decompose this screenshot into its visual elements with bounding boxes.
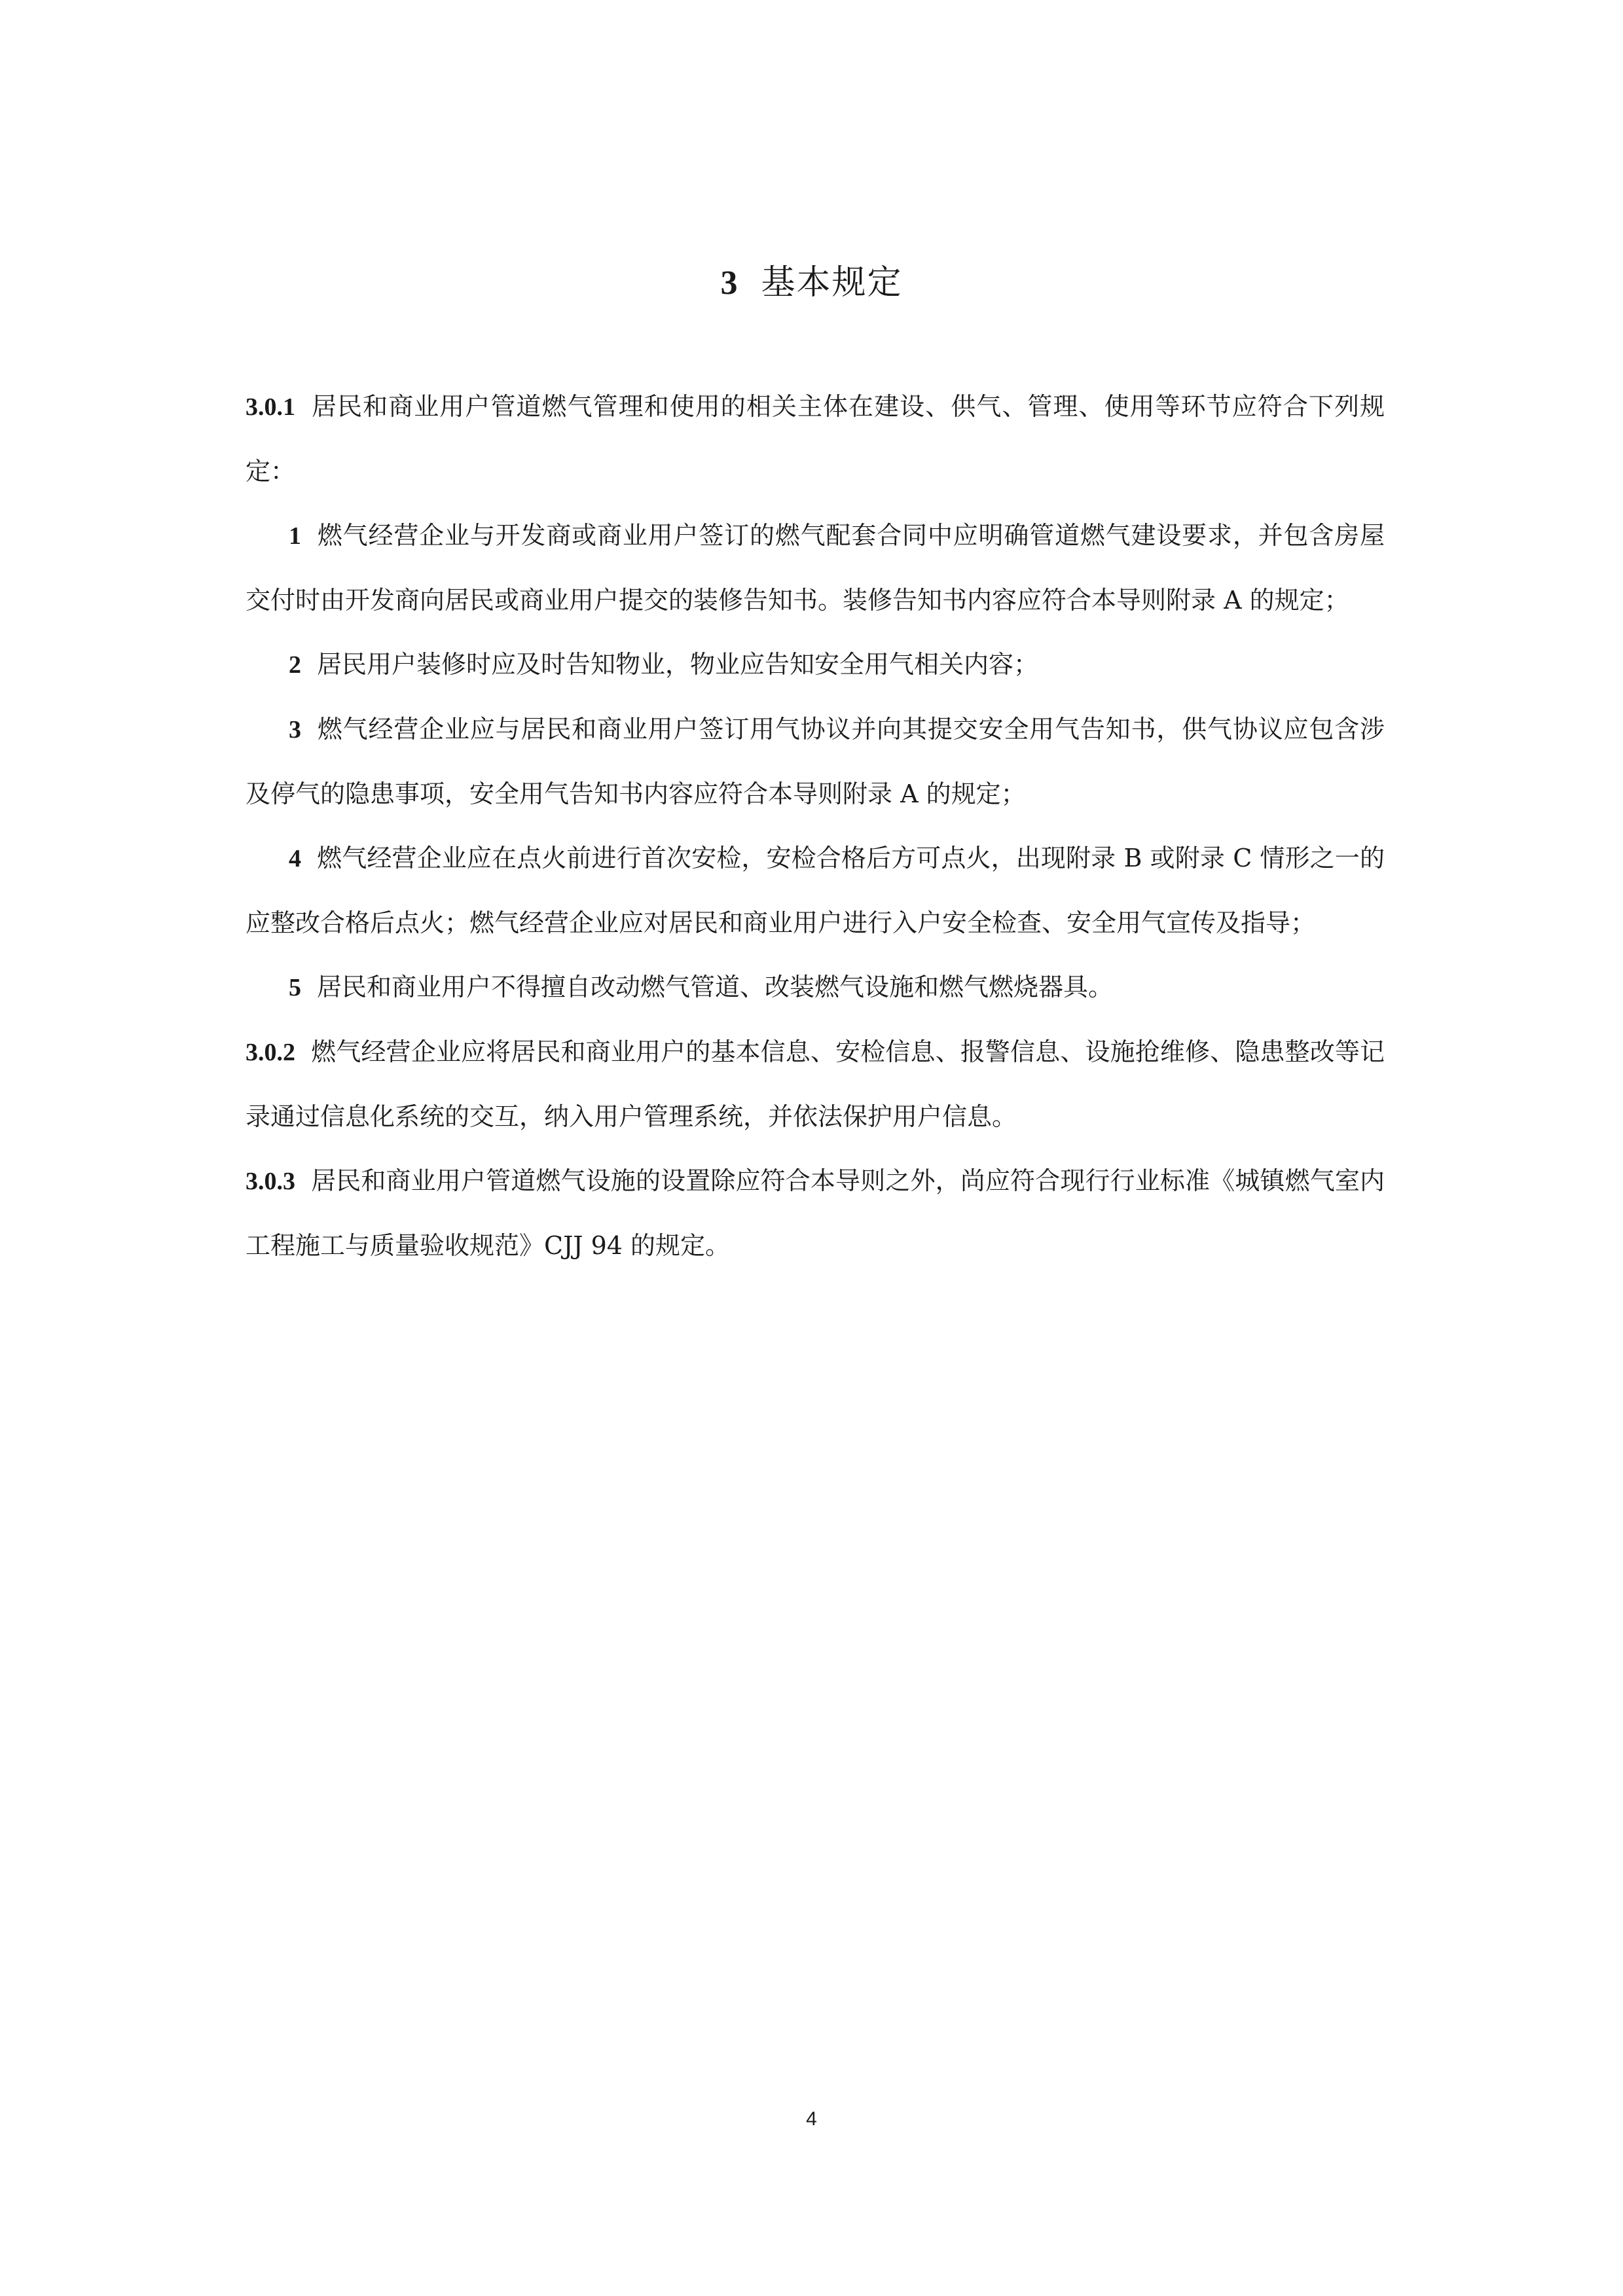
- clause-number: 3.0.1: [246, 393, 295, 421]
- chapter-heading: [0, 257, 1623, 310]
- clause-item-4: [246, 826, 1385, 955]
- clause-text: 燃气经营企业应将居民和商业用户的基本信息、安检信息、报警信息、设施抢维修、隐患整改等记录通过信息化系统的交互，纳入用户管理系统，并依法保护用户信息。: [246, 1037, 1385, 1131]
- item-text: 居民和商业用户不得擅自改动燃气管道、改装燃气设施和燃气燃烧器具。: [317, 973, 1114, 1001]
- clause-text: 居民和商业用户管道燃气管理和使用的相关主体在建设、供气、管理、使用等环节应符合下列规定：: [246, 392, 1385, 486]
- item-number: 1: [289, 522, 301, 550]
- item-number: 4: [289, 845, 301, 872]
- item-text: 燃气经营企业与开发商或商业用户签订的燃气配套合同中应明确管道燃气建设要求，并包含房屋交付时由开发商向居民或商业用户提交的装修告知书。装修告知书内容应符合本导则附录 A 的规定；: [246, 521, 1385, 615]
- clause-item-3: [246, 697, 1385, 826]
- item-text: 燃气经营企业应在点火前进行首次安检，安检合格后方可点火，出现附录 B 或附录 C 情形之一的应整改合格后点火；燃气经营企业应对居民和商业用户进行入户安全检查、安全用气宣传及指导；: [246, 844, 1385, 937]
- item-number: 3: [289, 716, 301, 744]
- clause-item-5: [246, 955, 1385, 1020]
- clause-3-0-2: [246, 1020, 1385, 1149]
- chapter-title-text: 基本规定: [761, 263, 903, 302]
- clause-item-1: [246, 503, 1385, 632]
- clause-number: 3.0.2: [246, 1039, 295, 1066]
- clause-3-0-3: [246, 1149, 1385, 1278]
- clause-text: 居民和商业用户管道燃气设施的设置除应符合本导则之外，尚应符合现行行业标准《城镇燃气室内工程施工与质量验收规范》CJJ 94 的规定。: [246, 1166, 1385, 1260]
- chapter-number: 3: [720, 264, 739, 302]
- item-number: 5: [289, 974, 301, 1001]
- body-text: [246, 374, 1385, 1278]
- item-text: 燃气经营企业应与居民和商业用户签订用气协议并向其提交安全用气告知书，供气协议应包含涉及停气的隐患事项，安全用气告知书内容应符合本导则附录 A 的规定；: [246, 715, 1385, 808]
- item-number: 2: [289, 651, 301, 679]
- page-number: 4: [806, 2108, 817, 2130]
- clause-item-2: [246, 632, 1385, 697]
- clause-3-0-1: [246, 374, 1385, 503]
- clause-number: 3.0.3: [246, 1168, 295, 1195]
- item-text: 居民用户装修时应及时告知物业，物业应告知安全用气相关内容；: [317, 650, 1039, 679]
